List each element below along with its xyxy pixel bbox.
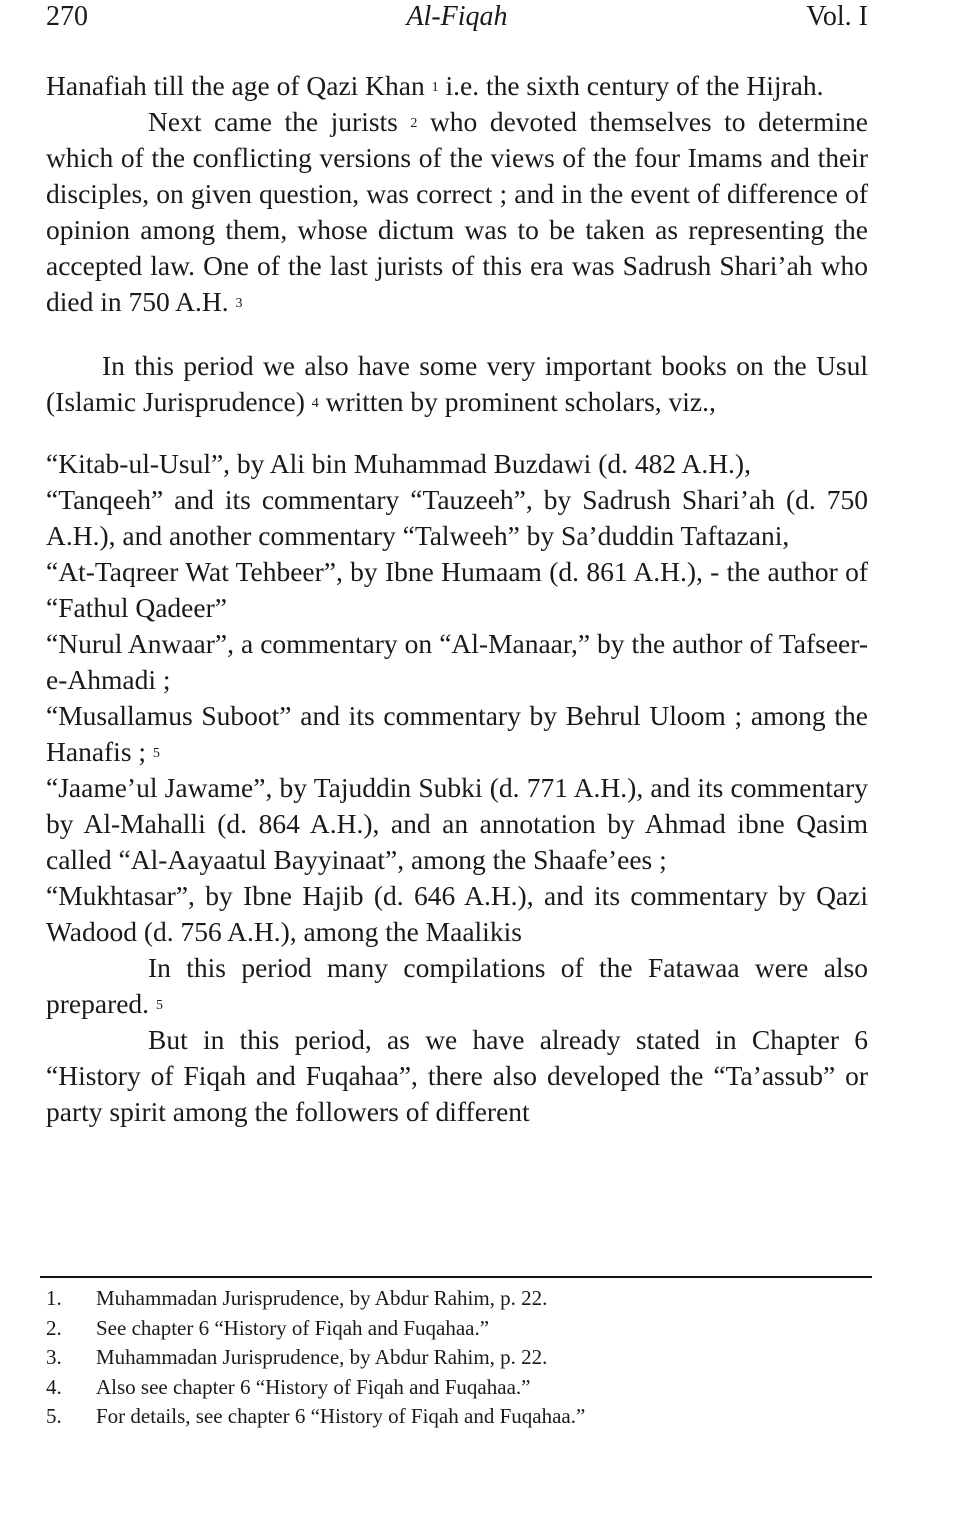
page-number: 270 (46, 1, 88, 32)
footnote-ref-5b: 5 (155, 998, 163, 1013)
running-title: Al-Fiqah (406, 1, 508, 32)
body-text (46, 68, 868, 1130)
footnote-ref-2: 2 (410, 116, 418, 131)
book-item: “Mukhtasar”, by Ibne Hajib (d. 646 A.H.), and its commentary by Qazi Wadood (d. 756 A.H.), among the Maalikis (46, 880, 868, 947)
footnotes (46, 1284, 868, 1432)
paragraph-3: In this period we also have some very important books on the Usul (Islamic Jurisprudence) $^4$ written by prominent scholars, viz., (46, 350, 868, 417)
footnote-ref-3: 3 (235, 296, 243, 311)
footnote-item: 5. For details, see chapter 6 “History of Fiqah and Fuqahaa.” (46, 1404, 586, 1428)
footnote-ref-5: 5 (152, 746, 160, 761)
paragraph-2: Next came the jurists $^2$ who devoted themselves to determine which of the conflicting versions of the views of the four Imams and their disciples, on given question, was correct ; and in the event of difference of opinion among them, whose dictum was to be taken as representing the accepted law. One of the last jurists of this era was Sadrush Shari’ah who died in 750 A.H. $^3$ (46, 106, 869, 317)
footnote-item: 4. Also see chapter 6 “History of Fiqah and Fuqahaa.” (46, 1374, 531, 1399)
paragraph-1: Hanafiah till the age of Qazi Khan $^1$ i.e. the sixth century of the Hijrah. (46, 70, 824, 101)
running-header (46, 0, 868, 40)
book-list (46, 446, 868, 950)
footnote-ref-4: 4 (311, 396, 319, 411)
book-item: “Musallamus Suboot” and its commentary by Behrul Uloom ; among the Hanafis ; $^5$ (46, 700, 868, 767)
footnote-divider (40, 1276, 872, 1278)
paragraph-4: In this period many compilations of the Fatawaa were also prepared. $^5$ (46, 952, 868, 1019)
footnote-item: 2. See chapter 6 “History of Fiqah and Fuqahaa.” (46, 1315, 490, 1340)
footnote-item: 1. Muhammadan Jurisprudence, by Abdur Rahim, p. 22. (46, 1286, 548, 1310)
footnote-ref-1: 1 (431, 80, 439, 95)
book-item: “Tanqeeh” and its commentary “Tauzeeh”, by Sadrush Shari’ah (d. 750 A.H.), and another commentary “Talweeh” by Sa’duddin Taftazani, (46, 484, 868, 551)
volume-label: Vol. I (806, 1, 868, 32)
book-item: “Nurul Anwaar”, a commentary on “Al-Manaar,” by the author of Tafseer-e-Ahmadi ; (46, 628, 868, 695)
book-item: “Kitab-ul-Usul”, by Ali bin Muhammad Buzdawi (d. 482 A.H.), (46, 448, 751, 479)
footnote-item: 3. Muhammadan Jurisprudence, by Abdur Rahim, p. 22. (46, 1345, 548, 1369)
book-item: “At-Taqreer Wat Tehbeer”, by Ibne Humaam (d. 861 A.H.), - the author of “Fathul Qadeer” (46, 556, 868, 623)
paragraph-5: But in this period, as we have already stated in Chapter 6 “History of Fiqah and Fuqahaa”, there also developed the “Ta’assub” or party spirit among the followers of different (46, 1024, 868, 1127)
book-item: “Jaame’ul Jawame”, by Tajuddin Subki (d. 771 A.H.), and its commentary by Al-Mahalli (d. 864 A.H.), and an annotation by Ahmad ibne Qasim called “Al-Aayaatul Bayyinaat”, among the Shaafe’ees ; (46, 772, 868, 875)
